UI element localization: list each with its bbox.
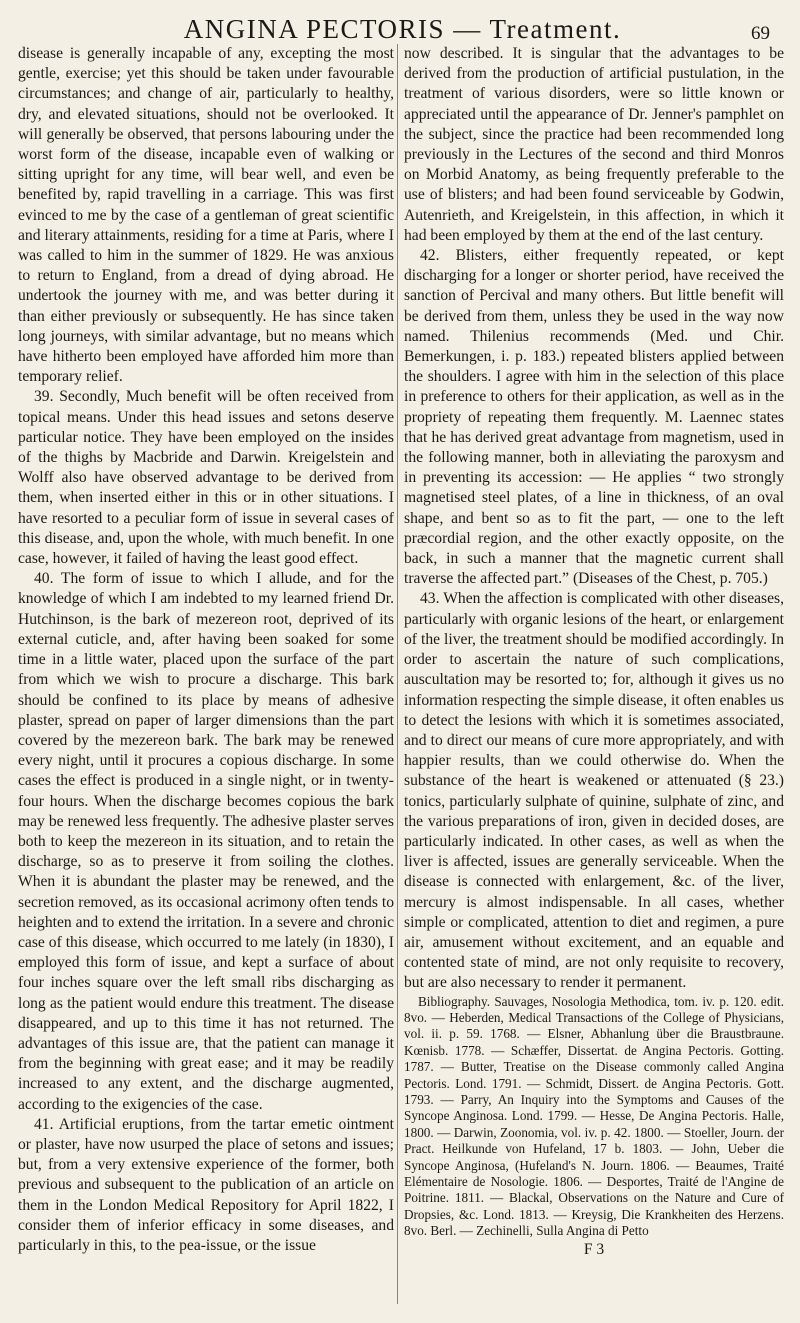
column-divider [397, 44, 398, 1304]
page-number: 69 [751, 23, 770, 44]
paragraph-42: 42. Blisters, either frequently repeated, or kept discharging for a longer or shorter period, have received the sanction of Percival and many others. But little benefit will be derived from them, unless they be used in the way now named. Thilenius recommends (Med. und Chir. Bemerkungen, i. p. 183.) repeated blisters applied between the shoulders. I agree with him in the selection of this place in preference to others for their application, as well as in the propriety of repeating them frequently. M. Laennec states that he has derived great advantage from magnetism, used in the following manner, both in alleviating the paroxysm and in preventing its accession: — He applies “ two strongly magnetised steel plates, of a line in thickness, of an oval shape, and bent so as to fit the part, — one to the left præcordial region, and the other exactly opposite, on the back, in such a manner that the magnetic current shall traverse the affected part.” (Diseases of the Chest, p. 705.) [404, 247, 784, 588]
paragraph-41-continued: now described. It is singular that the advantages to be derived from the production of artificial pustulation, in the treatment of various disorders, were so little known or appreciated until the appearance of Dr. Jenner's pamphlet on the subject, since the practice had been recommended long previously in the Lectures of the second and third Monros on Morbid Anatomy, as being frequently preferable to the use of blisters; and had been found serviceable by Godwin, Autenrieth, and Kreigelstein, in this affection, in which it had been employed by them at the end of the last century. [404, 45, 784, 244]
paragraph-continued: disease is generally incapable of any, excepting the most gentle, exercise; yet this should be taken under favourable circumstances; and change of air, particularly to healthy, dry, and elevated situations, should not be overlooked. It will generally be observed, that persons labouring under the worst form of the disease, incapable even of walking or sitting upright for any time, will bear well, and even be benefited by, rapid travelling in a carriage. This was first evinced to me by the case of a gentleman of great scientific and literary attainments, residing for a time at Paris, where I was called to him in the summer of 1829. He was anxious to return to England, from a dread of dying abroad. He undertook the journey with me, and was better during it than either previously or subsequently. He has since taken long journeys, with similar advantage, but no means which have hitherto been employed have afforded him more than temporary relief. [18, 45, 394, 386]
paragraph-40: 40. The form of issue to which I allude, and for the knowledge of which I am indebted to my learned friend Dr. Hutchinson, is the bark of mezereon root, deprived of its external cuticle, and, after having been soaked for some time in a little water, placed upon the surface of the part from which we wish to procure a discharge. This bark should be confined to its place by means of adhesive plaster, spread on paper of larger dimensions than the part covered by the mezereon bark. The bark may be renewed every night, until it procures a copious discharge. In some cases the effect is produced in a single night, or in twenty-four hours. When the discharge becomes copious the bark may be renewed less frequently. The adhesive plaster serves both to keep the mezereon in its situation, and to retain the discharge, so as to preserve it from soiling the clothes. When it is abundant the plaster may be renewed, and the secretion removed, as its occasional acrimony often tends to heighten and to extend the irritation. In a severe and chronic case of this disease, which occurred to me lately (in 1830), I employed this form of issue, and kept a surface of about four inches square over the left small ribs discharging as long as the patient would endure this treatment. The disease disappeared, and up to this time it has not returned. The advantages of this issue are, that the patient can manage it from the beginning with great ease; and it may be readily increased to any extent, and the discharge augmented, according to the exigencies of the case. [18, 570, 394, 1113]
right-column [404, 44, 784, 1314]
page-header-title: ANGINA PECTORIS — Treatment. [183, 14, 622, 44]
paragraph-43: 43. When the affection is complicated with other diseases, particularly with organic lesions of the heart, or enlargement of the liver, the treatment should be modified accordingly. In order to ascertain the nature of such complications, auscultation may be resorted to; for, although it gives us no information respecting the simple disease, it often enables us to detect the lesions with which it is sometimes associated, and to direct our means of cure more appropriately, and with happier results, than we could otherwise do. When the substance of the heart is weakened or attenuated (§ 23.) tonics, particularly sulphate of quinine, sulphate of zinc, and the various preparations of iron, given in decided doses, are particularly indicated. In other cases, as well as when the liver is affected, issues are generally serviceable. When the disease is connected with enlargement, &c. of the liver, mercury is almost indispensable. In all cases, whether simple or complicated, attention to diet and regimen, a pure air, amusement without excitement, and an equable and contented state of mind, are not only requisite to recovery, but are also necessary to render it permanent. [404, 590, 784, 992]
paragraph-39: 39. Secondly, Much benefit will be often received from topical means. Under this head issues and setons deserve particular notice. They have been employed on the insides of the thighs by Macbride and Darwin. Kreigelstein and Wolff also have observed advantage to be derived from them, when inserted either in this or in other situations. I have resorted to a peculiar form of issue in several cases of this disease, and, upon the whole, with much benefit. In one case, however, it failed of having the least good effect. [18, 388, 394, 568]
bibliography: Bibliography. Sauvages, Nosologia Methodica, tom. iv. p. 120. edit. 8vo. — Heberden, Medical Transactions of the College of Physicians, vol. ii. p. 59. 1768. — Elsner, Abhanlung über die Braustbraune. Kœnisb. 1778. — Schæffer, Dissertat. de Angina Pectoris. Gotting. 1787. — Butter, Treatise on the Disease commonly called Angina Pectoris. Lond. 1791. — Schmidt, Dissert. de Angina Pectoris. Gott. 1793. — Parry, An Inquiry into the Symptoms and Causes of the Syncope Anginosa. Lond. 1799. — Hesse, De Angina Pectoris. Halle, 1800. — Darwin, Zoonomia, vol. iv. p. 42. 1800. — Stoeller, Journ. der Pract. Heilkunde von Hufeland, 17 b. 1803. — John, Ueber die Syncope Anginosa, (Hufeland's N. Journ. 1806. — Beaumes, Traité Elémentaire de Nosologie. 1806. — Desportes, Traité de l'Angine de Poitrine. 1811. — Blackal, Observations on the Nature and Cure of Dropsies, &c. Lond. 1813. — Kreysig, Die Krankheiten des Herzens. 8vo. Berl. — Zechinelli, Sulla Angina di Petto [404, 993, 784, 1239]
paragraph-41: 41. Artificial eruptions, from the tartar emetic ointment or plaster, have now usurped the place of setons and issues; but, from a very extensive experience of the former, both previous and subsequent to the publication of an article on them in the London Medical Repository for April 1822, I consider them of inferior efficacy in some diseases, and particularly in this, to the pea-issue, or the issue [18, 1115, 394, 1254]
left-column [18, 44, 394, 1314]
signature-mark: F 3 [583, 1240, 605, 1258]
